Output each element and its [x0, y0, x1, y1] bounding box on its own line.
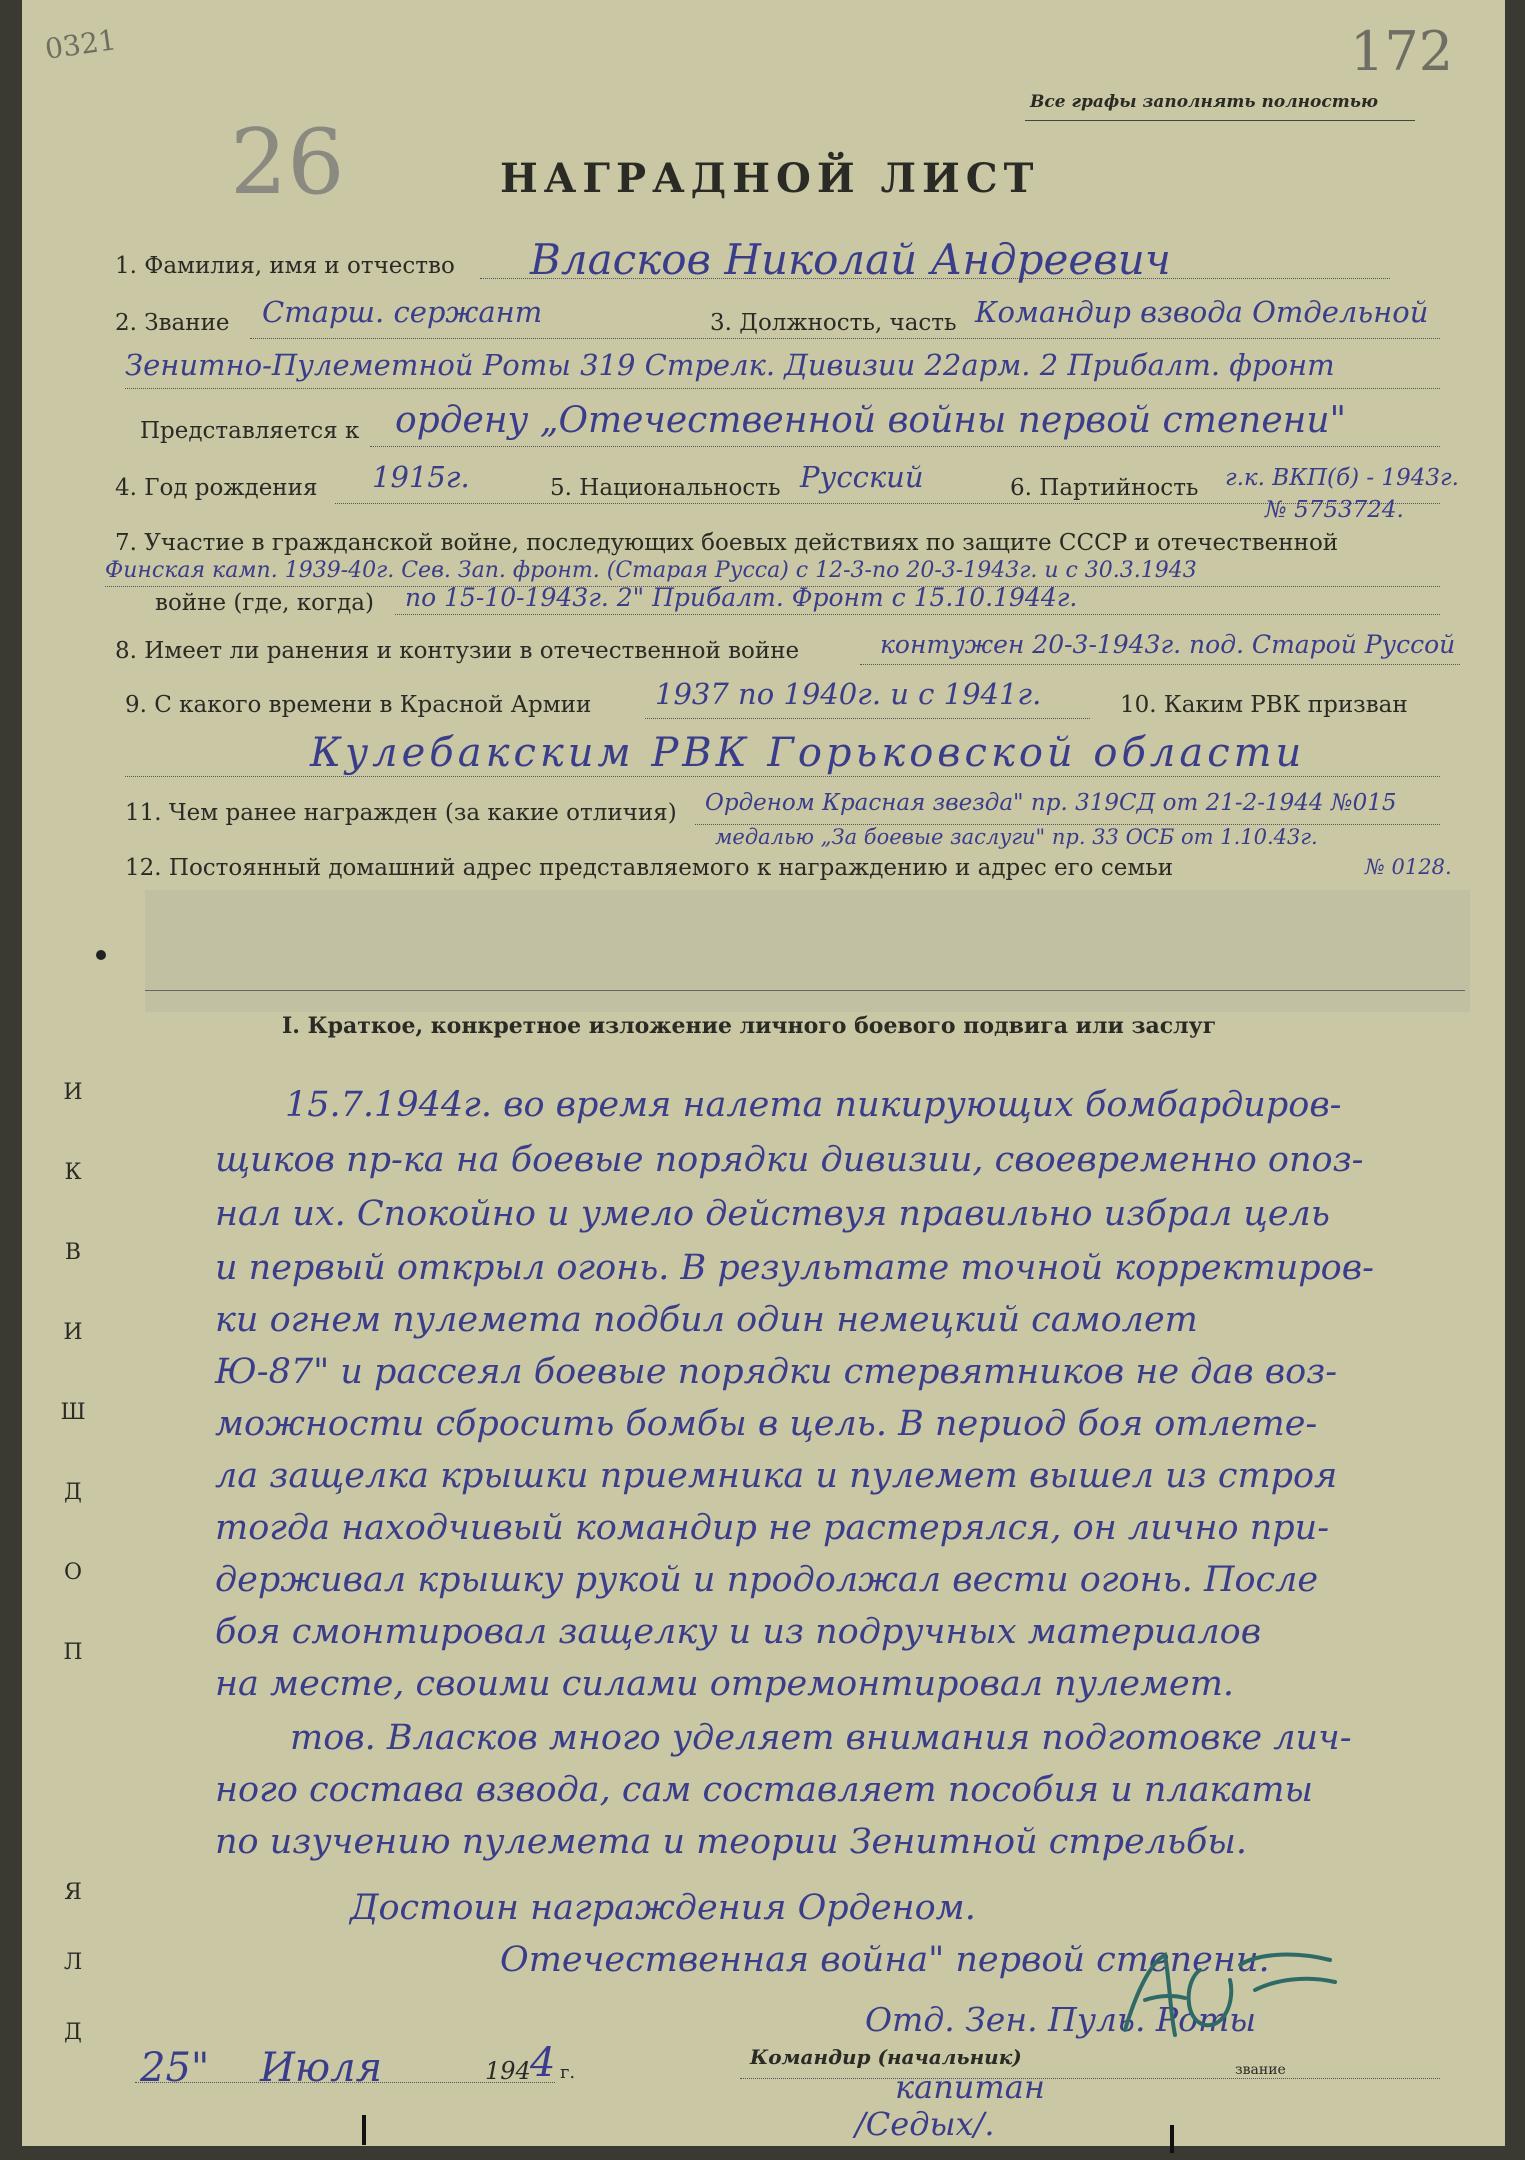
field-9-value: 1937 по 1940г. и с 1941г.	[655, 677, 1042, 711]
commander-line	[740, 2078, 1440, 2079]
field-9-label: 9. С какого времени в Красной Армии	[125, 692, 592, 718]
commander-signature	[1115, 1940, 1345, 2050]
field-3-label: 3. Должность, часть	[710, 310, 957, 336]
story-line: по изучению пулемета и теории Зенитной стрельбы.	[215, 1822, 1248, 1862]
side-letter: Д	[64, 1480, 82, 1505]
side-letter: В	[64, 1240, 82, 1265]
punch-hole	[96, 950, 106, 960]
field-4-value: 1915г.	[372, 460, 470, 494]
conclusion-line-1: Достоин награждения Орденом.	[350, 1888, 976, 1928]
field-7-label: 7. Участие в гражданской войне, последующих боевых действиях по защите СССР и отечественной	[115, 530, 1339, 556]
side-letter: Я	[64, 1880, 82, 1905]
date-month: Июля	[260, 2045, 383, 2091]
field-11-value-2: медалью „За боевые заслуги" пр. 33 ОСБ от 1.10.43г.	[715, 825, 1318, 849]
field-7-value-1: Финская камп. 1939-40г. Сев. Зап. фронт. (Старая Русса) с 12-3-по 20-3-1943г. и с 30.3.1943	[105, 558, 1197, 583]
instruction-text: Все графы заполнять полностью	[1030, 92, 1378, 112]
commander-rank: капитан	[895, 2068, 1045, 2106]
pencil-number: 26	[230, 110, 345, 215]
field-12-label: 12. Постоянный домашний адрес представляемого к награждению и адрес его семьи	[125, 855, 1174, 881]
date-year-prefix: 194	[485, 2057, 531, 2085]
story-line: тов. Власков много уделяет внимания подготовке лич-	[290, 1718, 1352, 1758]
address-rule	[145, 990, 1465, 991]
story-line: боя смонтировал защелку и из подручных материалов	[215, 1612, 1262, 1652]
field-1-value: Власков Николай Андреевич	[530, 235, 1171, 284]
story-line: ла защелка крышки приемника и пулемет вышел из строя	[215, 1456, 1338, 1496]
story-line: можности сбросить бомбы в цель. В период боя отлете-	[215, 1404, 1318, 1444]
story-line: ного состава взвода, сам составляет пособия и плакаты	[215, 1770, 1314, 1810]
commander-unit: Отд. Зен. Пуль. Роты	[865, 2000, 1257, 2039]
date-year-suffix: г.	[560, 2062, 576, 2083]
field-8-value: контужен 20-3-1943г. под. Старой Руссой	[880, 630, 1456, 659]
commander-name: /Седых/.	[855, 2105, 995, 2143]
field-6-label: 6. Партийность	[1010, 475, 1199, 501]
field-3-cont-line	[125, 388, 1440, 389]
field-6-value: г.к. ВКП(б) - 1943г.	[1225, 465, 1459, 491]
field-1-label: 1. Фамилия, имя и отчество	[115, 253, 455, 279]
side-letter: Ш	[60, 1400, 86, 1425]
field-5-value: Русский	[800, 460, 924, 494]
field-7-value-2: по 15-10-1943г. 2" Прибалт. Фронт с 15.10.1944г.	[405, 583, 1078, 612]
side-letter: Л	[63, 1950, 83, 1975]
side-letter: О	[63, 1560, 83, 1585]
field-2-label: 2. Звание	[115, 310, 230, 336]
section-title: I. Краткое, конкретное изложение личного боевого подвига или заслуг	[282, 1013, 1217, 1039]
commander-label: Командир (начальник)	[750, 2045, 1022, 2069]
side-letter: П	[63, 1640, 83, 1665]
side-letter: И	[63, 1320, 83, 1345]
field-10-label: 10. Каким РВК призван	[1120, 692, 1408, 718]
field-9-line	[645, 718, 1090, 719]
date-line	[135, 2082, 555, 2083]
field-2-3-line	[250, 338, 1440, 339]
field-3-value-continued: Зенитно-Пулеметной Роты 319 Стрелк. Дивизии 22арм. 2 Прибалт. фронт	[125, 348, 1335, 382]
conclusion-line-2: Отечественная война" первой степени.	[500, 1940, 1270, 1980]
story-line: нал их. Спокойно и умело действуя правильно избрал цель	[215, 1194, 1330, 1234]
story-line: на месте, своими силами отремонтировал пулемет.	[215, 1664, 1235, 1704]
presented-line	[370, 446, 1440, 447]
date-year-digit: 4	[530, 2040, 556, 2086]
presented-value: ордену „Отечественной войны первой степени"	[395, 400, 1347, 441]
field-2-value: Старш. сержант	[262, 295, 543, 329]
field-11-label: 11. Чем ранее награжден (за какие отличия)	[125, 800, 677, 826]
field-11-value-3: № 0128.	[1365, 855, 1452, 879]
binding-hole	[1170, 2125, 1174, 2153]
side-letter: Д	[64, 2020, 82, 2045]
field-8-label: 8. Имеет ли ранения и контузии в отечественной войне	[115, 638, 800, 664]
field-10-line	[125, 776, 1440, 777]
field-8-line	[860, 664, 1460, 665]
scan-border-left	[0, 0, 22, 2160]
side-vertical-text	[58, 640, 88, 2045]
instruction-underline	[1025, 120, 1415, 121]
story-line: Ю-87" и рассеял боевые порядки стервятников не дав воз-	[215, 1352, 1338, 1392]
story-line: тогда находчивый командир не растерялся, он лично при-	[215, 1508, 1330, 1548]
presented-label: Представляется к	[140, 418, 360, 444]
scan-border-bottom	[0, 2146, 1525, 2160]
corner-number-right: 172	[1350, 20, 1454, 83]
document-title: НАГРАДНОЙ ЛИСТ	[500, 155, 1040, 202]
corner-number-left: 0321	[43, 23, 119, 66]
field-4-label: 4. Год рождения	[115, 475, 318, 501]
story-line: и первый открыл огонь. В результате точной корректиров-	[215, 1248, 1374, 1288]
field-6-value-2: № 5753724.	[1265, 497, 1404, 523]
date-day: 25"	[140, 2045, 210, 2091]
side-letter: И	[63, 1080, 83, 1105]
scan-border-right	[1505, 0, 1525, 2160]
story-line: ки огнем пулемета подбил один немецкий самолет	[215, 1300, 1198, 1340]
field-7-line-2	[395, 614, 1440, 615]
redacted-address-block	[145, 890, 1470, 1012]
story-line: щиков пр-ка на боевые порядки дивизии, своевременно опоз-	[215, 1140, 1364, 1180]
field-3-value: Командир взвода Отдельной	[975, 295, 1429, 329]
field-5-label: 5. Национальность	[550, 475, 781, 501]
story-line: 15.7.1944г. во время налета пикирующих бомбардиров-	[285, 1085, 1342, 1125]
side-letter: К	[64, 1160, 82, 1185]
field-7-label-2: войне (где, когда)	[155, 590, 374, 616]
rank-label: звание	[1235, 2062, 1286, 2078]
binding-hole	[362, 2115, 366, 2145]
field-11-value-1: Орденом Красная звезда" пр. 319СД от 21-2-1944 №015	[705, 790, 1397, 816]
field-10-value: Кулебакским РВК Горьковской области	[310, 730, 1306, 776]
story-line: держивал крышку рукой и продолжал вести огонь. После	[215, 1560, 1319, 1600]
